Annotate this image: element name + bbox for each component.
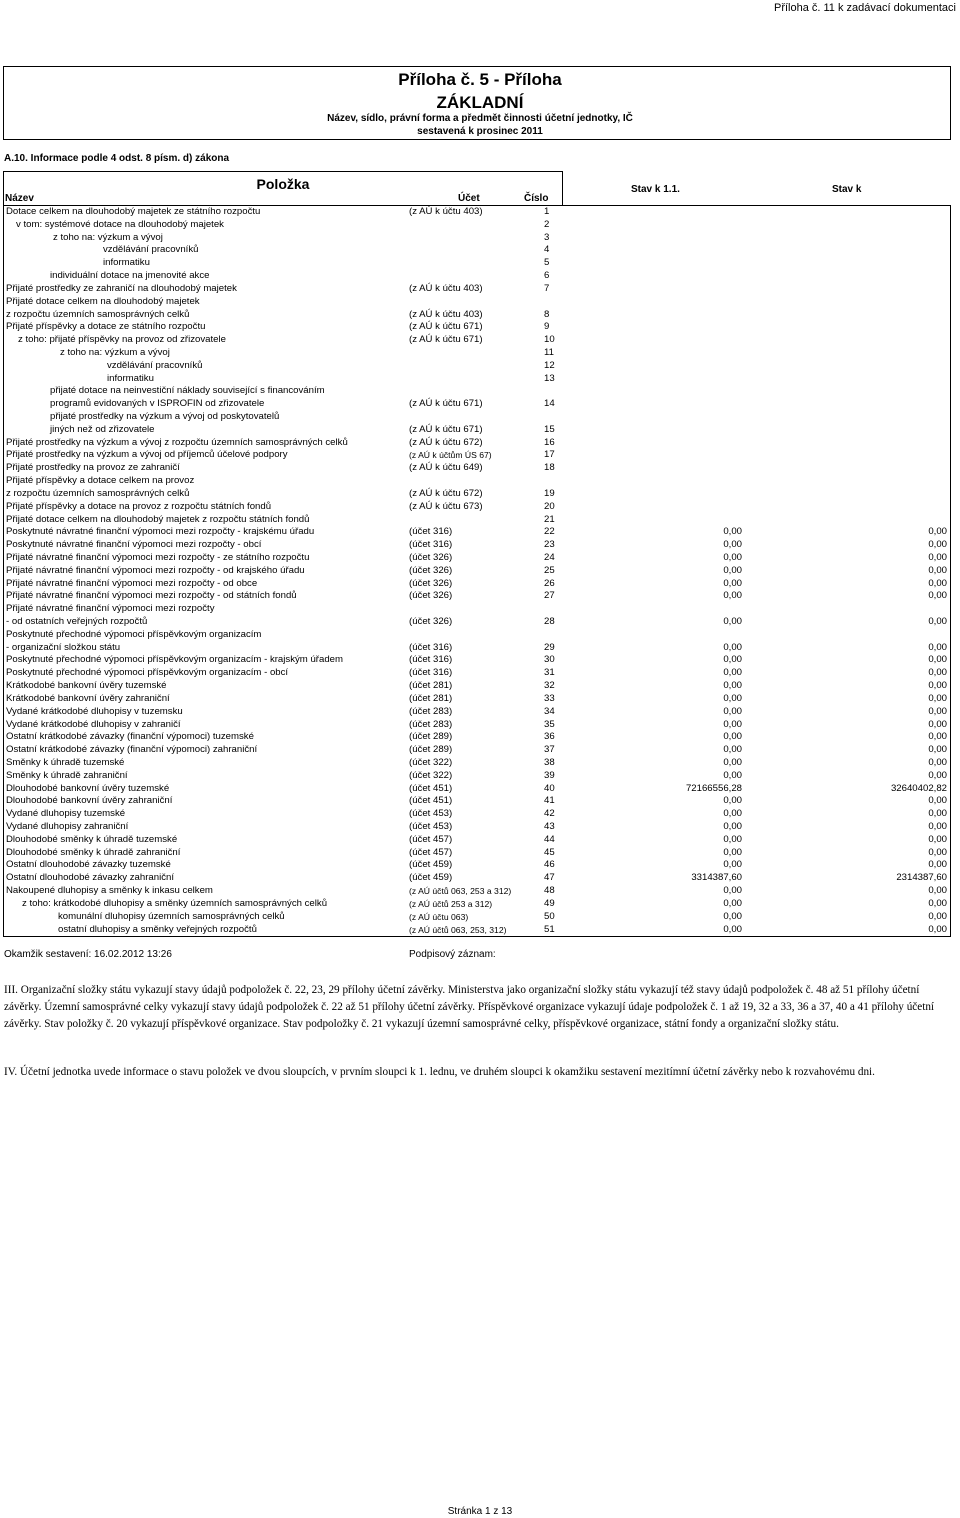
table-row xyxy=(4,321,950,334)
attachment-note: Příloha č. 11 k zadávací dokumentaci xyxy=(773,2,956,14)
row-account: (účet 326) xyxy=(409,590,453,602)
table-row xyxy=(4,488,950,501)
table-row xyxy=(4,744,950,757)
row-balance-end: 0,00 xyxy=(928,718,947,730)
row-number: 14 xyxy=(544,398,555,410)
table-row xyxy=(4,783,950,796)
row-name: Dotace celkem na dlouhodobý majetek ze státního rozpočtu xyxy=(6,206,261,217)
table-row xyxy=(4,449,950,462)
row-balance-start: 0,00 xyxy=(723,859,742,871)
row-name: Přijaté prostředky na výzkum a vývoj z rozpočtu územních samosprávných celků xyxy=(6,436,348,448)
row-number: 23 xyxy=(544,539,555,551)
row-name: Ostatní krátkodobé závazky (finanční výpomoci) zahraniční xyxy=(6,744,258,756)
row-number: 47 xyxy=(544,872,555,884)
row-name: Vydané dluhopisy zahraniční xyxy=(6,821,129,832)
row-account: (účet 326) xyxy=(409,564,453,576)
row-account: (z AÚ účtů 063, 253, 312) xyxy=(409,924,507,935)
entity-subtitle: Název, sídlo, právní forma a předmět činnosti účetní jednotky, IČ xyxy=(327,113,633,124)
row-balance-end: 0,00 xyxy=(928,923,947,935)
table-row xyxy=(4,565,950,578)
row-account: (z AÚ k účtu 403) xyxy=(409,282,483,294)
row-number: 9 xyxy=(544,321,550,333)
report-period: sestavená k prosinec 2011 xyxy=(417,126,543,137)
row-name: Přijaté prostředky na provoz ze zahraničí xyxy=(6,462,180,474)
row-number: 13 xyxy=(544,372,555,384)
note-paragraph-4: IV. Účetní jednotka uvede informace o stavu položek ve dvou sloupcích, v prvním sloupci k 1. lednu, ve druhém sloupci k okamžiku sestavení mezitímní účetní závěrky nebo k rozvahovému dni. xyxy=(4,1066,875,1078)
row-name: Přijaté prostředky na výzkum a vývoj od příjemců účelové podpory xyxy=(6,449,288,461)
row-balance-start: 0,00 xyxy=(723,821,742,832)
row-balance-end: 0,00 xyxy=(928,744,947,756)
table-row xyxy=(4,244,950,257)
row-number: 43 xyxy=(544,821,555,832)
row-balance-start: 0,00 xyxy=(723,667,742,679)
page-number: Stránka 1 z 13 xyxy=(447,1506,513,1517)
table-row xyxy=(4,847,950,860)
table-row xyxy=(4,770,950,783)
row-name: Dlouhodobé směnky k úhradě tuzemské xyxy=(6,833,178,845)
row-balance-end: 0,00 xyxy=(928,616,947,627)
row-balance-end: 0,00 xyxy=(928,526,947,538)
row-number: 50 xyxy=(544,910,555,922)
row-balance-end: 0,00 xyxy=(928,769,947,781)
row-balance-start: 0,00 xyxy=(723,731,742,743)
row-balance-start: 0,00 xyxy=(723,833,742,845)
table-row xyxy=(4,616,950,629)
row-name: Ostatní dlouhodobé závazky tuzemské xyxy=(6,859,171,871)
row-account: (účet 451) xyxy=(409,795,453,807)
table-row xyxy=(4,885,950,898)
row-name: Krátkodobé bankovní úvěry zahraniční xyxy=(6,692,170,704)
row-number: 19 xyxy=(544,487,555,499)
row-balance-start: 0,00 xyxy=(723,551,742,563)
table-row xyxy=(4,270,950,283)
row-balance-start: 0,00 xyxy=(723,718,742,730)
row-balance-end: 2314387,60 xyxy=(896,872,947,884)
table-row xyxy=(4,475,950,488)
table-row xyxy=(4,501,950,514)
row-name: z rozpočtu územních samosprávných celků xyxy=(6,487,190,499)
table-row xyxy=(4,514,950,527)
row-account: (z AÚ k účtu 672) xyxy=(409,436,483,448)
row-account: (z AÚ k účtu 649) xyxy=(409,462,483,474)
table-row xyxy=(4,629,950,642)
row-account: (účet 322) xyxy=(409,769,453,781)
row-number: 11 xyxy=(544,346,554,358)
row-account: (účet 281) xyxy=(409,692,453,704)
row-account: (účet 316) xyxy=(409,526,453,538)
row-balance-end: 0,00 xyxy=(928,641,947,653)
row-number: 28 xyxy=(544,616,555,627)
row-name: Ostatní dlouhodobé závazky zahraniční xyxy=(6,872,174,884)
row-account: (účet 283) xyxy=(409,718,453,730)
row-number: 51 xyxy=(544,923,555,935)
note-paragraph-3: III. Organizační složky státu vykazují stavy údajů podpoložek č. 22, 23, 29 přílohy účetní závěrky. Ministerstva jako organizační složky státu vykazují též stavy údajů podpoložek č. 48 až 51 přílohy účetní závěrky. Územní samosprávné celky vykazují stavy údajů podpoložek č. 22 až 51 přílohy účetní závěrky. Příspěvkové organizace vykazují údaje podpoložek č. 1 až 19, 32 a 33, 36 a 37, 40 a 41 přílohy účetní závěrky. Stav položky č. 20 vykazují příspěvkové organizace. Stav podpoložky č. 21 vykazují územní samosprávné celky, příspěvkové organizace, státní fondy a organizační složky státu. xyxy=(4,984,935,1030)
table-row xyxy=(4,654,950,667)
row-name: Přijaté návratné finanční výpomoci mezi rozpočty - ze státního rozpočtu xyxy=(6,551,310,563)
row-number: 8 xyxy=(544,308,550,320)
row-number: 48 xyxy=(544,885,555,897)
row-name: Přijaté dotace celkem na dlouhodobý majetek z rozpočtu státních fondů xyxy=(6,513,310,525)
table-row xyxy=(4,283,950,296)
row-name: Dlouhodobé směnky k úhradě zahraniční xyxy=(6,846,181,858)
table-row xyxy=(4,872,950,885)
row-balance-start: 72166556,28 xyxy=(685,782,742,794)
row-number: 35 xyxy=(544,718,555,730)
row-balance-end: 32640402,82 xyxy=(890,782,947,794)
table-row xyxy=(4,462,950,475)
row-account: (účet 459) xyxy=(409,872,453,884)
row-account: (účet 283) xyxy=(409,705,453,717)
row-number: 3 xyxy=(544,231,550,243)
row-number: 36 xyxy=(544,731,555,743)
row-name: Poskytnuté návratné finanční výpomoci mezi rozpočty - krajskému úřadu xyxy=(6,526,315,538)
row-balance-end: 0,00 xyxy=(928,756,947,768)
row-balance-start: 0,00 xyxy=(723,795,742,807)
row-account: (účet 457) xyxy=(409,846,453,858)
row-balance-start: 0,00 xyxy=(723,680,742,692)
row-name: Přijaté návratné finanční výpomoci mezi rozpočty - od obce xyxy=(6,577,258,589)
row-number: 12 xyxy=(544,359,555,371)
table-row xyxy=(4,898,950,911)
row-number: 44 xyxy=(544,833,555,845)
table-row xyxy=(4,398,950,411)
row-name: Ostatní krátkodobé závazky (finanční výpomoci) tuzemské xyxy=(6,731,254,743)
row-number: 20 xyxy=(544,500,555,512)
table-row xyxy=(4,603,950,616)
items-table xyxy=(3,205,951,937)
row-account: (účet 453) xyxy=(409,808,453,820)
row-name: Směnky k úhradě zahraniční xyxy=(6,769,128,781)
row-name: Přijaté příspěvky a dotace celkem na provoz xyxy=(6,475,195,487)
row-balance-end: 0,00 xyxy=(928,859,947,871)
row-account: (účet 459) xyxy=(409,859,453,871)
row-name: Vydané krátkodobé dluhopisy v tuzemsku xyxy=(6,705,183,717)
row-number: 46 xyxy=(544,859,555,871)
row-name: Přijaté návratné finanční výpomoci mezi rozpočty - od krajského úřadu xyxy=(6,564,305,576)
row-number: 37 xyxy=(544,744,555,756)
row-number: 42 xyxy=(544,808,555,820)
row-account: (účet 289) xyxy=(409,744,453,756)
row-balance-end: 0,00 xyxy=(928,564,947,576)
row-balance-end: 0,00 xyxy=(928,795,947,807)
table-row xyxy=(4,360,950,373)
row-name: Přijaté návratné finanční výpomoci mezi rozpočty xyxy=(6,603,215,615)
law-reference: A.10. Informace podle 4 odst. 8 písm. d) zákona xyxy=(4,153,230,164)
row-balance-end: 0,00 xyxy=(928,731,947,743)
row-account: (účet 316) xyxy=(409,641,453,653)
row-balance-end: 0,00 xyxy=(928,680,947,692)
row-balance-start: 0,00 xyxy=(723,705,742,717)
table-row xyxy=(4,296,950,309)
table-row xyxy=(4,667,950,680)
table-row xyxy=(4,552,950,565)
table-row xyxy=(4,309,950,322)
row-account: (účet 281) xyxy=(409,680,453,692)
table-row xyxy=(4,539,950,552)
row-account: (z AÚ k účtu 673) xyxy=(409,500,483,512)
table-row xyxy=(4,334,950,347)
table-row xyxy=(4,411,950,424)
row-name: Dlouhodobé bankovní úvěry zahraniční xyxy=(6,795,173,807)
row-balance-end: 0,00 xyxy=(928,667,947,679)
row-name: - od ostatních veřejných rozpočtů xyxy=(6,616,148,627)
row-balance-start: 0,00 xyxy=(723,577,742,589)
row-number: 34 xyxy=(544,705,555,717)
row-number: 2 xyxy=(544,218,550,230)
row-name: individuální dotace na jmenovité akce xyxy=(50,270,210,282)
row-number: 15 xyxy=(544,423,555,435)
signature-label: Podpisový záznam: xyxy=(409,949,496,960)
row-name: přijaté dotace na neinvestiční náklady související s financováním xyxy=(50,385,325,397)
row-number: 26 xyxy=(544,577,555,589)
row-balance-start: 0,00 xyxy=(723,846,742,858)
row-balance-start: 0,00 xyxy=(723,616,742,627)
row-account: (účet 326) xyxy=(409,551,453,563)
row-account: (z AÚ k účtu 403) xyxy=(409,206,483,217)
row-balance-start: 0,00 xyxy=(723,641,742,653)
page-title-basic: ZÁKLADNÍ xyxy=(436,93,524,112)
row-balance-end: 0,00 xyxy=(928,577,947,589)
row-name: Vydané krátkodobé dluhopisy v zahraničí xyxy=(6,718,181,730)
table-row xyxy=(4,693,950,706)
row-name: z toho: krátkodobé dluhopisy a směnky územních samosprávných celků xyxy=(22,897,328,909)
header-stav-end: Stav k xyxy=(832,184,862,195)
row-number: 38 xyxy=(544,756,555,768)
row-number: 40 xyxy=(544,782,555,794)
header-stav-start: Stav k 1.1. xyxy=(631,184,680,195)
row-balance-end: 0,00 xyxy=(928,590,947,602)
table-row xyxy=(4,757,950,770)
row-name: z toho na: výzkum a vývoj xyxy=(60,346,170,358)
table-row xyxy=(4,821,950,834)
row-account: (účet 316) xyxy=(409,667,453,679)
table-row xyxy=(4,642,950,655)
row-balance-start: 0,00 xyxy=(723,564,742,576)
row-account: (z AÚ účtu 063) xyxy=(409,911,469,922)
header-cislo: Číslo xyxy=(524,193,549,204)
row-balance-start: 0,00 xyxy=(723,539,742,551)
row-account: (z AÚ účtů 253 a 312) xyxy=(409,898,493,909)
row-name: Dlouhodobé bankovní úvěry tuzemské xyxy=(6,782,170,794)
row-name: přijaté prostředky na výzkum a vývoj od poskytovatelů xyxy=(50,411,280,422)
row-account: (z AÚ k účtu 671) xyxy=(409,334,483,346)
table-row xyxy=(4,347,950,360)
row-balance-end: 0,00 xyxy=(928,885,947,897)
row-balance-start: 0,00 xyxy=(723,808,742,820)
table-row xyxy=(4,437,950,450)
row-number: 45 xyxy=(544,846,555,858)
row-account: (účet 453) xyxy=(409,821,453,832)
row-account: (účet 316) xyxy=(409,654,453,666)
table-row xyxy=(4,424,950,437)
row-number: 1 xyxy=(544,206,550,217)
row-account: (účet 326) xyxy=(409,577,453,589)
row-balance-start: 0,00 xyxy=(723,923,742,935)
row-account: (z AÚ k účtu 672) xyxy=(409,487,483,499)
row-account: (účet 316) xyxy=(409,539,453,551)
row-balance-start: 0,00 xyxy=(723,590,742,602)
row-name: Přijaté příspěvky a dotace na provoz z rozpočtu státních fondů xyxy=(6,500,272,512)
row-name: z toho: přijaté příspěvky na provoz od zřizovatele xyxy=(18,334,226,346)
row-name: vzdělávání pracovníků xyxy=(107,359,203,371)
row-balance-end: 0,00 xyxy=(928,833,947,845)
row-name: - organizační složkou státu xyxy=(6,641,121,653)
row-name: Poskytnuté přechodné výpomoci příspěvkovým organizacím xyxy=(6,628,262,640)
row-name: informatiku xyxy=(107,372,154,384)
header-nazev: Název xyxy=(5,193,34,204)
row-name: z rozpočtu územních samosprávných celků xyxy=(6,308,190,320)
row-number: 17 xyxy=(544,449,555,461)
row-balance-end: 0,00 xyxy=(928,910,947,922)
row-balance-end: 0,00 xyxy=(928,551,947,563)
row-account: (účet 457) xyxy=(409,833,453,845)
row-number: 21 xyxy=(544,513,555,525)
row-account: (účet 326) xyxy=(409,616,453,627)
row-name: informatiku xyxy=(103,257,150,269)
table-row xyxy=(4,385,950,398)
row-number: 39 xyxy=(544,769,555,781)
table-row xyxy=(4,911,950,924)
row-number: 32 xyxy=(544,680,555,692)
row-balance-end: 0,00 xyxy=(928,705,947,717)
page-title: Příloha č. 5 - Příloha xyxy=(398,70,562,89)
row-number: 33 xyxy=(544,692,555,704)
row-name: komunální dluhopisy územních samosprávných celků xyxy=(58,910,285,922)
row-balance-start: 0,00 xyxy=(723,744,742,756)
row-account: (účet 451) xyxy=(409,782,453,794)
row-balance-start: 0,00 xyxy=(723,526,742,538)
row-number: 18 xyxy=(544,462,555,474)
row-number: 10 xyxy=(544,334,555,346)
row-name: Vydané dluhopisy tuzemské xyxy=(6,808,126,820)
row-name: programů evidovaných v ISPROFIN od zřizovatele xyxy=(50,398,265,410)
row-name: Přijaté návratné finanční výpomoci mezi rozpočty - od státních fondů xyxy=(6,590,297,602)
row-number: 49 xyxy=(544,897,555,909)
row-number: 7 xyxy=(544,282,550,294)
row-name: Poskytnuté návratné finanční výpomoci mezi rozpočty - obcí xyxy=(6,539,262,551)
table-row xyxy=(4,526,950,539)
row-account: (z AÚ k účtu 671) xyxy=(409,398,483,410)
row-name: Směnky k úhradě tuzemské xyxy=(6,756,125,768)
row-account: (účet 322) xyxy=(409,756,453,768)
row-balance-end: 0,00 xyxy=(928,821,947,832)
table-row xyxy=(4,257,950,270)
row-number: 31 xyxy=(544,667,555,679)
table-row xyxy=(4,795,950,808)
row-number: 5 xyxy=(544,257,550,269)
row-balance-start: 0,00 xyxy=(723,910,742,922)
row-balance-start: 0,00 xyxy=(723,654,742,666)
row-balance-end: 0,00 xyxy=(928,692,947,704)
row-balance-end: 0,00 xyxy=(928,846,947,858)
header-polozka: Položka xyxy=(256,176,310,192)
row-balance-start: 0,00 xyxy=(723,769,742,781)
row-number: 6 xyxy=(544,270,550,282)
row-balance-start: 3314387,60 xyxy=(691,872,742,884)
table-row xyxy=(4,590,950,603)
row-name: jiných než od zřizovatele xyxy=(50,423,155,435)
row-number: 24 xyxy=(544,551,555,563)
row-account: (z AÚ k účtům ÚS 67) xyxy=(409,450,492,461)
row-number: 22 xyxy=(544,526,555,538)
row-number: 4 xyxy=(544,244,550,256)
row-account: (z AÚ k účtu 671) xyxy=(409,321,483,333)
row-name: z toho na: výzkum a vývoj xyxy=(53,231,163,243)
table-row xyxy=(4,206,950,219)
table-row xyxy=(4,924,950,937)
row-name: Nakoupené dluhopisy a směnky k inkasu celkem xyxy=(6,885,213,897)
row-name: Poskytnuté přechodné výpomoci příspěvkovým organizacím - krajským úřadem xyxy=(6,654,343,666)
row-number: 16 xyxy=(544,436,555,448)
row-balance-end: 0,00 xyxy=(928,897,947,909)
table-row xyxy=(4,680,950,693)
table-row xyxy=(4,731,950,744)
row-number: 30 xyxy=(544,654,555,666)
row-balance-end: 0,00 xyxy=(928,539,947,551)
row-balance-end: 0,00 xyxy=(928,808,947,820)
row-name: Přijaté příspěvky a dotace ze státního rozpočtu xyxy=(6,321,206,333)
row-balance-start: 0,00 xyxy=(723,885,742,897)
row-number: 25 xyxy=(544,564,555,576)
row-balance-start: 0,00 xyxy=(723,897,742,909)
row-balance-start: 0,00 xyxy=(723,756,742,768)
header-ucet: Účet xyxy=(458,193,480,204)
table-row xyxy=(4,578,950,591)
compile-timestamp: Okamžik sestavení: 16.02.2012 13:26 xyxy=(4,949,172,960)
row-name: Krátkodobé bankovní úvěry tuzemské xyxy=(6,680,167,692)
row-account: (z AÚ účtů 063, 253 a 312) xyxy=(409,886,512,897)
row-number: 41 xyxy=(544,795,555,807)
table-row xyxy=(4,859,950,872)
row-name: ostatní dluhopisy a směnky veřejných rozpočtů xyxy=(58,923,257,935)
row-name: Poskytnuté přechodné výpomoci příspěvkovým organizacím - obcí xyxy=(6,667,289,679)
table-row xyxy=(4,232,950,245)
row-balance-start: 0,00 xyxy=(723,692,742,704)
row-number: 27 xyxy=(544,590,555,602)
row-name: v tom: systémové dotace na dlouhodobý majetek xyxy=(16,218,224,230)
table-row xyxy=(4,808,950,821)
row-name: Přijaté prostředky ze zahraničí na dlouhodobý majetek xyxy=(6,282,237,294)
row-account: (z AÚ k účtu 671) xyxy=(409,423,483,435)
table-row xyxy=(4,219,950,232)
row-name: Přijaté dotace celkem na dlouhodobý majetek xyxy=(6,295,200,307)
row-balance-end: 0,00 xyxy=(928,654,947,666)
row-account: (účet 289) xyxy=(409,731,453,743)
table-row xyxy=(4,719,950,732)
row-name: vzdělávání pracovníků xyxy=(103,244,199,256)
row-number: 29 xyxy=(544,641,555,653)
table-row xyxy=(4,373,950,386)
table-row xyxy=(4,834,950,847)
table-row xyxy=(4,706,950,719)
row-account: (z AÚ k účtu 403) xyxy=(409,308,483,320)
